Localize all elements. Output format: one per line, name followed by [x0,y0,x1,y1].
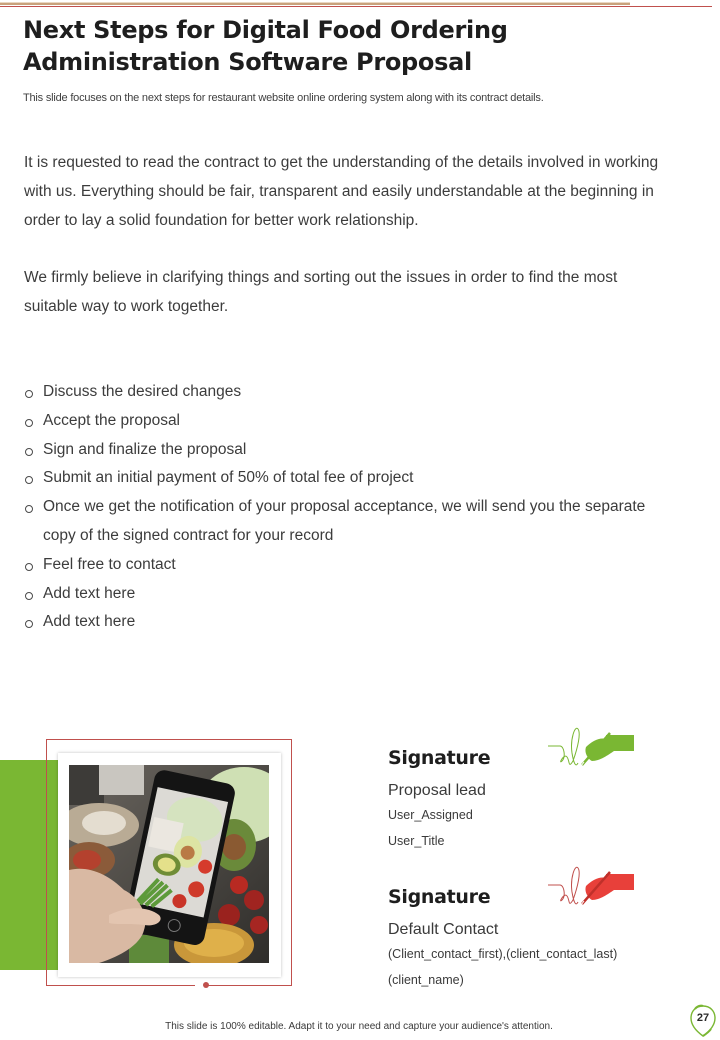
signature-block-proposal-lead [388,745,688,854]
belief-paragraph: We firmly believe in clarifying things and sorting out the issues in order to find the most suitable way to work together. [24,269,618,315]
signature-user-title: User_Title [388,834,445,848]
page-number-badge [688,1003,718,1037]
list-item [24,608,664,637]
hollow-circle-icon [25,448,33,456]
signing-hand-icon [548,727,638,783]
photo-card [58,753,281,977]
hollow-circle-icon [25,592,33,600]
red-dot-accent [203,982,209,988]
signature-role: Default Contact [388,921,499,938]
signature-client-contact: (Client_contact_first),(client_contact_last) [388,947,618,961]
list-item [24,551,664,580]
next-steps-list [24,378,664,637]
signature-heading: Signature [388,886,491,908]
footer-note: This slide is 100% editable. Adapt it to your need and capture your audience's attention. [165,1021,553,1032]
food-photo [69,765,269,963]
step-text: Submit an initial payment of 50% of total fee of project [43,469,414,487]
list-item [24,493,664,551]
list-item [24,378,664,407]
top-rule-red [0,6,712,7]
slide-subtitle: This slide focuses on the next steps for restaurant website online ordering system along with its contract details. [23,92,544,104]
step-text: Sign and finalize the proposal [43,440,247,458]
signature-client-name: (client_name) [388,973,464,987]
page-number: 27 [696,1012,710,1024]
signature-user-assigned: User_Assigned [388,808,473,822]
signing-hand-icon [548,866,638,922]
step-text: Once we get the notification of your proposal acceptance, we will send you the separate copy of the signed contract for your record [43,498,646,544]
list-item [24,436,664,465]
step-text: Feel free to contact [43,555,176,573]
hollow-circle-icon [25,476,33,484]
top-rule-tan [0,3,630,5]
hollow-circle-icon [25,390,33,398]
signature-heading: Signature [388,747,491,769]
list-item [24,580,664,609]
hollow-circle-icon [25,620,33,628]
step-text: Add text here [43,613,136,631]
signature-block-default-contact [388,884,688,993]
signature-role: Proposal lead [388,782,486,799]
step-text: Discuss the desired changes [43,383,242,400]
step-text: Accept the proposal [43,411,181,429]
list-item [24,464,664,493]
hollow-circle-icon [25,505,33,513]
hollow-circle-icon [25,563,33,571]
list-item [24,407,664,436]
smartphone-food-photo-icon [69,765,269,963]
hollow-circle-icon [25,419,33,427]
step-text: Add text here [43,584,136,602]
intro-paragraph: It is requested to read the contract to get the understanding of the details involved in working with us. Everything should be fair, transparent and easily understandable at the beginning in order to lay a solid foundation for better work relationship. [24,154,659,229]
slide-title: Next Steps for Digital Food Ordering Administration Software Proposal [23,16,508,76]
